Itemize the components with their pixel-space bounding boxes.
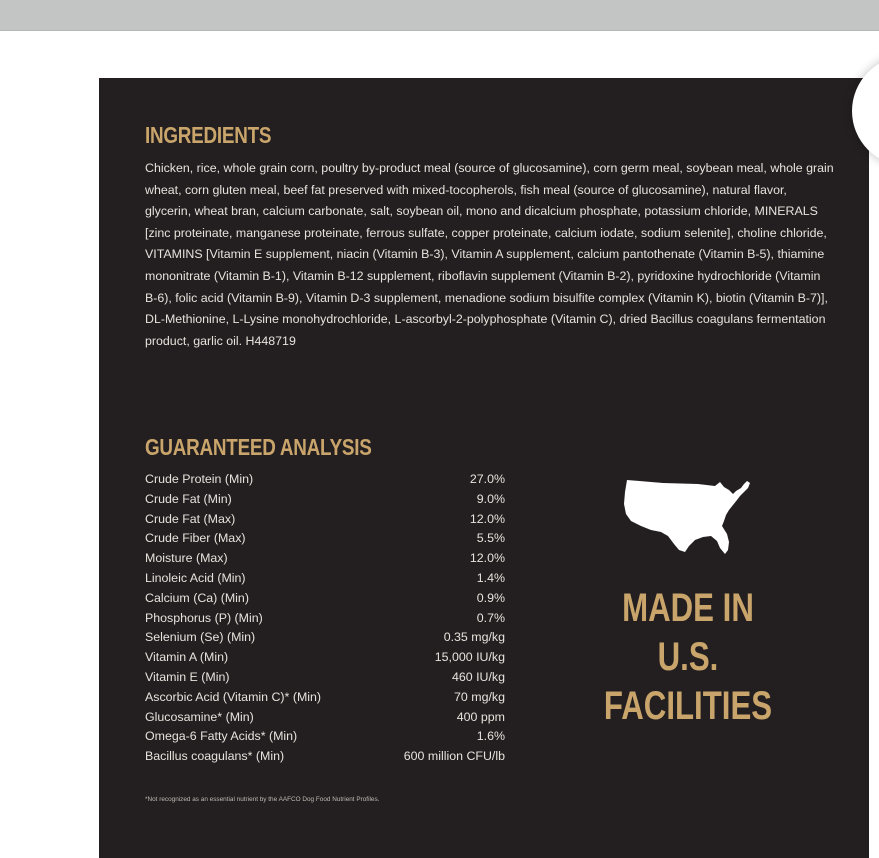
analysis-label: Crude Protein (Min): [145, 472, 254, 486]
analysis-label: Glucosamine* (Min): [145, 709, 254, 724]
analysis-value: 400 ppm: [456, 709, 505, 724]
analysis-label: Linoleic Acid (Min): [145, 570, 246, 585]
analysis-label: Crude Fiber (Max): [145, 531, 246, 546]
analysis-value: 12.0%: [469, 511, 505, 526]
analysis-label: Calcium (Ca) (Min): [145, 590, 249, 605]
analysis-value: 600 million CFU/lb: [403, 749, 505, 764]
analysis-row: [145, 747, 505, 767]
analysis-row: [145, 668, 505, 688]
analysis-value: 0.9%: [476, 590, 505, 605]
analysis-label: Omega-6 Fatty Acids* (Min): [145, 729, 298, 744]
ingredients-heading: INGREDIENTS: [145, 122, 272, 148]
analysis-footnote: *Not recognized as an essential nutrient by the AAFCO Dog Food Nutrient Profiles.: [145, 796, 380, 803]
analysis-value: 5.5%: [476, 531, 505, 546]
analysis-row: [145, 609, 505, 629]
guaranteed-analysis-table: [145, 470, 505, 767]
analysis-value: 70 mg/kg: [454, 689, 505, 704]
analysis-label: Vitamin E (Min): [145, 669, 230, 684]
analysis-row: [145, 549, 505, 569]
badge-line-1: MADE IN: [622, 586, 754, 630]
analysis-row: [145, 708, 505, 728]
analysis-value: 1.6%: [476, 729, 505, 744]
made-in-usa-badge: [579, 584, 797, 731]
analysis-value: 15,000 IU/kg: [434, 650, 505, 665]
usa-map-icon: [623, 478, 753, 560]
analysis-row: [145, 628, 505, 648]
analysis-label: Moisture (Max): [145, 551, 228, 566]
browser-top-bar: [0, 0, 879, 31]
analysis-value: 460 IU/kg: [451, 669, 505, 684]
analysis-row: [145, 648, 505, 668]
analysis-label: Ascorbic Acid (Vitamin C)* (Min): [145, 689, 322, 704]
analysis-label: Vitamin A (Min): [145, 650, 229, 665]
analysis-row: [145, 589, 505, 609]
badge-line-3: FACILITIES: [603, 684, 773, 728]
ingredients-text: Chicken, rice, whole grain corn, poultry by-product meal (source of glucosamine), corn germ meal, soybean meal, whole grain wheat, corn gluten meal, beef fat preserved with mixed-tocopherols, fish meal (source of glucosamine), natural flavor, glycerin, wheat bran, calcium carbonate, salt, soybean oil, mono and dicalcium phosphate, potassium chloride, MINERALS [zinc proteinate, manganese proteinate, ferrous sulfate, copper proteinate, calcium iodate, sodium selenite], choline chloride, VITAMINS [Vitamin E supplement, niacin (Vitamin B-3), Vitamin A supplement, calcium pantothenate (Vitamin B-5), thiamine mononitrate (Vitamin B-1), Vitamin B-12 supplement, riboflavin supplement (Vitamin B-2), pyridoxine hydrochloride (Vitamin B-6), folic acid (Vitamin B-9), Vitamin D-3 supplement, menadione sodium bisulfite complex (Vitamin K), biotin (Vitamin B-7)], DL-Methionine, L-Lysine monohydrochloride, L-ascorbyl-2-polyphosphate (Vitamin C), dried Bacillus coagulans fermentation product, garlic oil. H448719: [145, 161, 834, 348]
analysis-value: 27.0%: [469, 472, 505, 486]
analysis-row: [145, 510, 505, 530]
badge-line-2: U.S.: [657, 635, 719, 679]
analysis-row: [145, 688, 505, 708]
analysis-value: 1.4%: [476, 570, 505, 585]
analysis-label: Bacillus coagulans* (Min): [145, 749, 285, 764]
analysis-value: 12.0%: [469, 551, 505, 566]
analysis-row: [145, 490, 505, 510]
analysis-value: 0.7%: [476, 610, 505, 625]
analysis-row: [145, 569, 505, 589]
product-info-panel: [99, 78, 869, 858]
guaranteed-analysis-heading: GUARANTEED ANALYSIS: [145, 434, 372, 460]
analysis-value: 0.35 mg/kg: [443, 630, 505, 645]
analysis-row: [145, 529, 505, 549]
analysis-label: Selenium (Se) (Min): [145, 630, 256, 645]
analysis-row: [145, 470, 505, 490]
analysis-label: Crude Fat (Min): [145, 491, 232, 506]
analysis-row: [145, 727, 505, 747]
analysis-label: Phosphorus (P) (Min): [145, 610, 263, 625]
analysis-value: 9.0%: [476, 491, 505, 506]
analysis-label: Crude Fat (Max): [145, 511, 236, 526]
